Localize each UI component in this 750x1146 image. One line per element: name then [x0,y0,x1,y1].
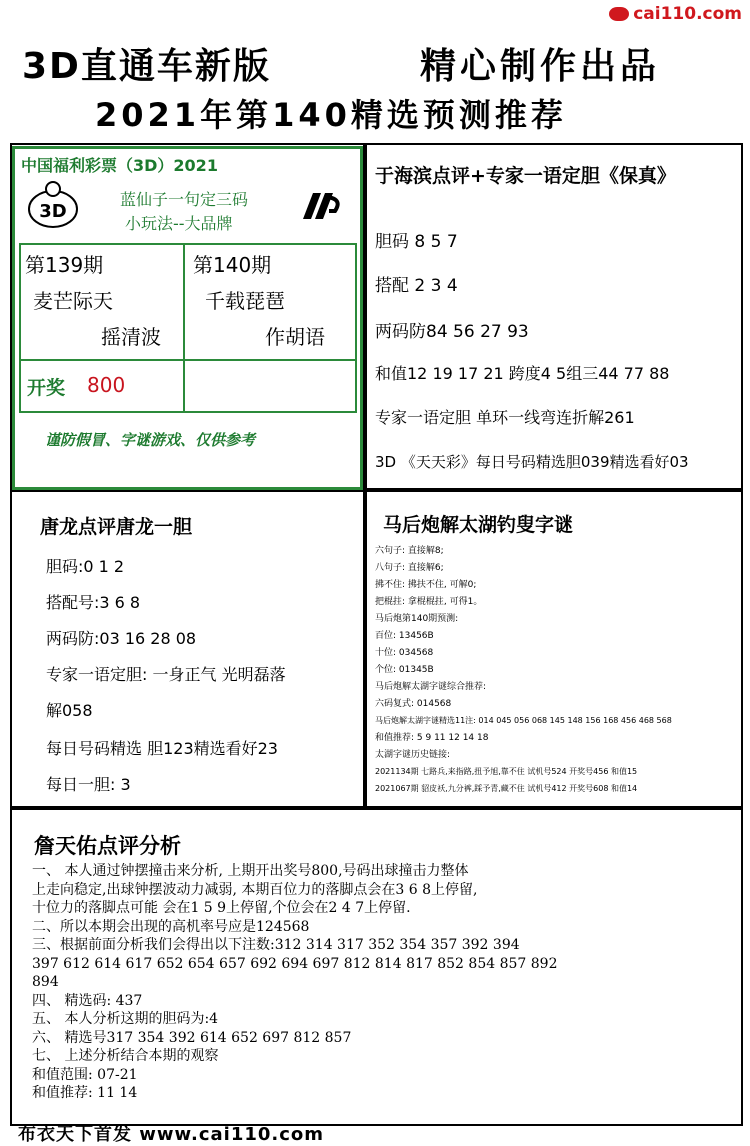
card-slogan-1: 蓝仙子一句定三码 [120,190,249,209]
yu-line: 搭配 2 3 4 [375,276,458,296]
tang-line: 每日一胆: 3 [46,775,131,794]
welfare-lottery-logo-icon [295,189,345,225]
cur-riddle-line-2: 作胡语 [265,325,325,349]
cur-issue-label: 第140期 [193,253,272,277]
issue-grid [19,243,357,413]
ma-line: 把棍拄: 拿棍棍拄, 可得1。 [375,597,483,607]
header-left-title: 3D直通车新版 [22,46,271,87]
zhan-lines [32,862,732,1103]
card-warning: 谨防假冒、字谜游戏、仅供参考 [45,431,256,449]
3d-logo-icon [27,179,79,231]
ma-line: 百位: 13456B [375,631,434,641]
card-slogan-2: 小玩法--大品牌 [125,214,233,233]
zhan-line: 397 612 614 617 652 654 657 692 694 697 812 814 817 852 854 857 892 [32,955,558,972]
yu-line: 3D 《天天彩》每日号码精选胆039精选看好03 [375,453,689,471]
header-right-title: 精心制作出品 [420,46,661,87]
zhan-line: 七、 上述分析结合本期的观察 [32,1048,219,1064]
ma-line: 八句子: 直接解6; [375,563,444,573]
yu-line: 胆码 8 5 7 [375,232,458,252]
zhan-line: 五、 本人分析这期的胆码为:4 [32,1011,219,1027]
zhan-line: 和值推荐: 11 14 [32,1085,138,1101]
zhan-line: 和值范围: 07-21 [32,1066,138,1083]
ma-line: 六码复式: 014568 [375,699,452,709]
yu-line: 两码防84 56 27 93 [375,322,529,342]
tang-title: 唐龙点评唐龙一胆 [40,516,193,538]
ma-line: 马后炮解太湖字谜综合推荐: [375,682,487,692]
zhan-line: 894 [32,974,59,990]
ma-line: 马后炮解太湖字谜精选11注: 014 045 056 068 145 148 156 168 456 468 568 [375,716,672,725]
zhan-line: 十位力的落脚点可能 会在1 5 9上停留,个位会在2 4 7上停留. [32,900,411,916]
ma-line: 马后炮第140期预测: [375,614,459,624]
site-logo[interactable] [609,4,742,24]
prev-riddle-line-2: 摇清波 [101,325,161,349]
prev-issue-label: 第139期 [25,253,104,277]
ma-line: 太湖字谜历史链接: [375,750,451,760]
zhan-line: 上走向稳定,出球钟摆波动力减弱, 本期百位力的落脚点会在3 6 8上停留, [32,881,478,898]
draw-value: 800 [87,373,126,397]
footer-text[interactable]: 布衣天下首发 www.cai110.com [18,1124,325,1145]
zhan-panel [10,808,743,1126]
ma-line: 个位: 01345B [375,665,434,675]
ma-lines [375,544,737,799]
prev-riddle-line-1: 麦芒际天 [33,289,113,313]
tang-line: 专家一语定胆: 一身正气 光明磊落 [46,665,286,684]
prev-issue-cell [20,244,184,360]
zhan-line: 三、根据前面分析我们会得出以下注数:312 314 317 352 354 357 392 394 [32,937,520,953]
tang-panel [10,490,365,808]
ma-line: 十位: 034568 [375,648,434,658]
draw-empty-cell [184,360,356,412]
draw-cell [20,360,184,412]
logo-mark-icon [609,7,629,21]
zhan-title: 詹天佑点评分析 [34,834,181,858]
yu-title: 于海滨点评+专家一语定胆《保真》 [375,165,676,187]
page-title: 2021年第140精选预测推荐 [95,96,567,134]
zhan-line: 二、所以本期会出现的高机率号应是124568 [32,918,310,935]
ma-line: 六句子: 直接解8; [375,546,444,556]
ma-line: 2021134期 七路兵,来指路,扭予旭,靠不住 试机号524 开奖号456 和值15 [375,767,638,776]
draw-label: 开奖 [27,377,66,399]
svg-text:3D: 3D [39,201,67,222]
tang-line: 每日号码精选 胆123精选看好23 [46,739,278,758]
card-title: 中国福利彩票（3D）2021 [21,156,218,175]
zhan-line: 一、 本人通过钟摆撞击来分析, 上期开出奖号800,号码出球撞击力整体 [32,863,469,879]
yu-panel [365,143,743,490]
tang-line: 搭配号:3 6 8 [46,593,141,612]
tang-line: 两码防:03 16 28 08 [46,629,197,648]
ma-line: 拂不住: 拂扶不住, 可解0; [375,580,477,590]
zhan-line: 四、 精选码: 437 [32,992,143,1009]
ma-line: 和值推荐: 5 9 11 12 14 18 [375,733,489,743]
yu-line: 和值12 19 17 21 跨度4 5组三44 77 88 [375,364,670,383]
tang-line: 解058 [46,701,93,720]
yu-line: 专家一语定胆 单环一线弯连折解261 [375,408,635,427]
cur-riddle-line-1: 千载琵琶 [205,289,285,313]
ma-line: 2021067期 貂皮袄,九分裤,踩予青,藏不住 试机号412 开奖号608 和值14 [375,784,638,793]
zhan-line: 六、 精选号317 354 392 614 652 697 812 857 [32,1029,352,1046]
ma-panel [365,490,743,808]
site-logo-text: cai110.com [633,4,742,24]
ma-title: 马后炮解太湖钓叟字谜 [383,514,574,536]
tang-line: 胆码:0 1 2 [46,557,125,576]
cur-issue-cell [184,244,356,360]
lottery-card [12,146,363,490]
